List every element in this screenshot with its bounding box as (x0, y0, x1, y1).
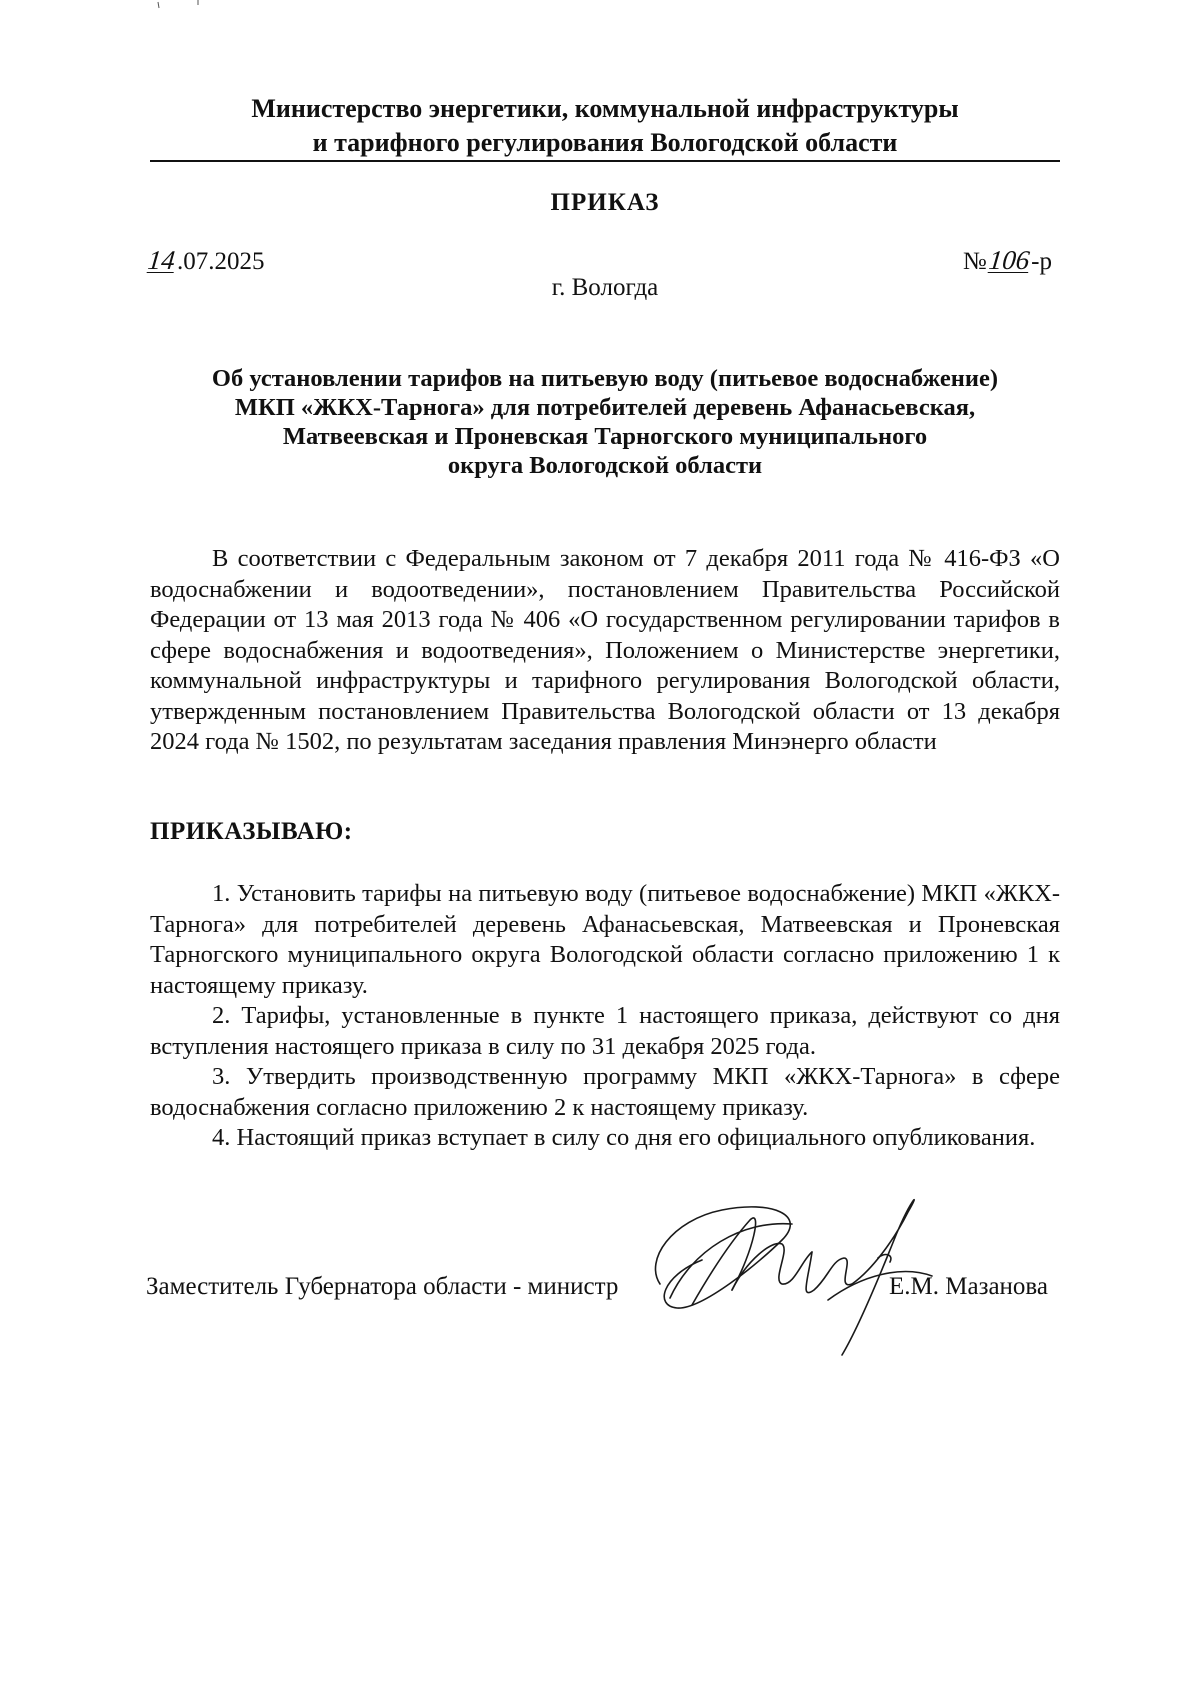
order-subject (150, 364, 1060, 480)
preamble-paragraph: В соответствии с Федеральным законом от 7 декабря 2011 года № 416-ФЗ «О водоснабжении и водоотведении», постановлением Правительства Российской Федерации от 13 мая 2013 года № 406 «О государственном регулировании тарифов в сфере водоснабжения и водоотведения», Положением о Министерстве энергетики, коммунальной инфраструктуры и тарифного регулирования Вологодской области, утвержденным постановлением Правительства Вологодской области от 13 декабря 2024 года № 1502, по результатам заседания правления Минэнерго области (150, 545, 1060, 755)
ministry-name-line-2: и тарифного регулирования Вологодской области (312, 128, 898, 157)
number-suffix: -р (1031, 248, 1052, 275)
directive-heading: ПРИКАЗЫВАЮ: (150, 818, 353, 845)
subject-line-3: Матвеевская и Проневская Тарногского муниципального (282, 423, 928, 450)
ministry-name-line-1: Министерство энергетики, коммунальной инфраструктуры (251, 94, 959, 123)
order-item-3: 3. Утвердить производственную программу МКП «ЖКХ-Тарнога» в сфере водоснабжения согласно приложению 2 к настоящему приказу. (150, 1063, 1060, 1121)
signatory-position: Заместитель Губернатора области - министр (146, 1273, 619, 1300)
ministry-header (150, 92, 1060, 160)
handwritten-day: 14 (146, 245, 177, 275)
scan-artifact-marks (150, 0, 210, 10)
document-title: ПРИКАЗ (550, 189, 660, 216)
date-month-year: .07.2025 (177, 248, 265, 275)
issue-city: г. Вологда (551, 274, 659, 301)
signatory-name: Е.М. Мазанова (889, 1273, 1048, 1300)
subject-line-4: округа Вологодской области (447, 452, 763, 479)
order-items (150, 879, 1060, 1154)
order-item-4: 4. Настоящий приказ вступает в силу со дня его официального опубликования. (212, 1124, 1036, 1151)
subject-line-1: Об установлении тарифов на питьевую воду (питьевое водоснабжение) (211, 365, 999, 392)
subject-line-2: МКП «ЖКХ-Тарнога» для потребителей деревень Афанасьевская, (234, 394, 976, 421)
order-item-1: 1. Установить тарифы на питьевую воду (питьевое водоснабжение) МКП «ЖКХ-Тарнога» для потребителей деревень Афанасьевская, Матвеевская и Проневская Тарногского муниципального округа Вологодской области согласно приложению 1 к настоящему приказу. (150, 880, 1060, 999)
number-sign: № (962, 248, 987, 275)
header-divider (150, 160, 1060, 162)
handwritten-number: 106 (987, 245, 1031, 275)
order-item-2: 2. Тарифы, установленные в пункте 1 настоящего приказа, действуют со дня вступления настоящего приказа в силу по 31 декабря 2025 года. (150, 1002, 1060, 1060)
